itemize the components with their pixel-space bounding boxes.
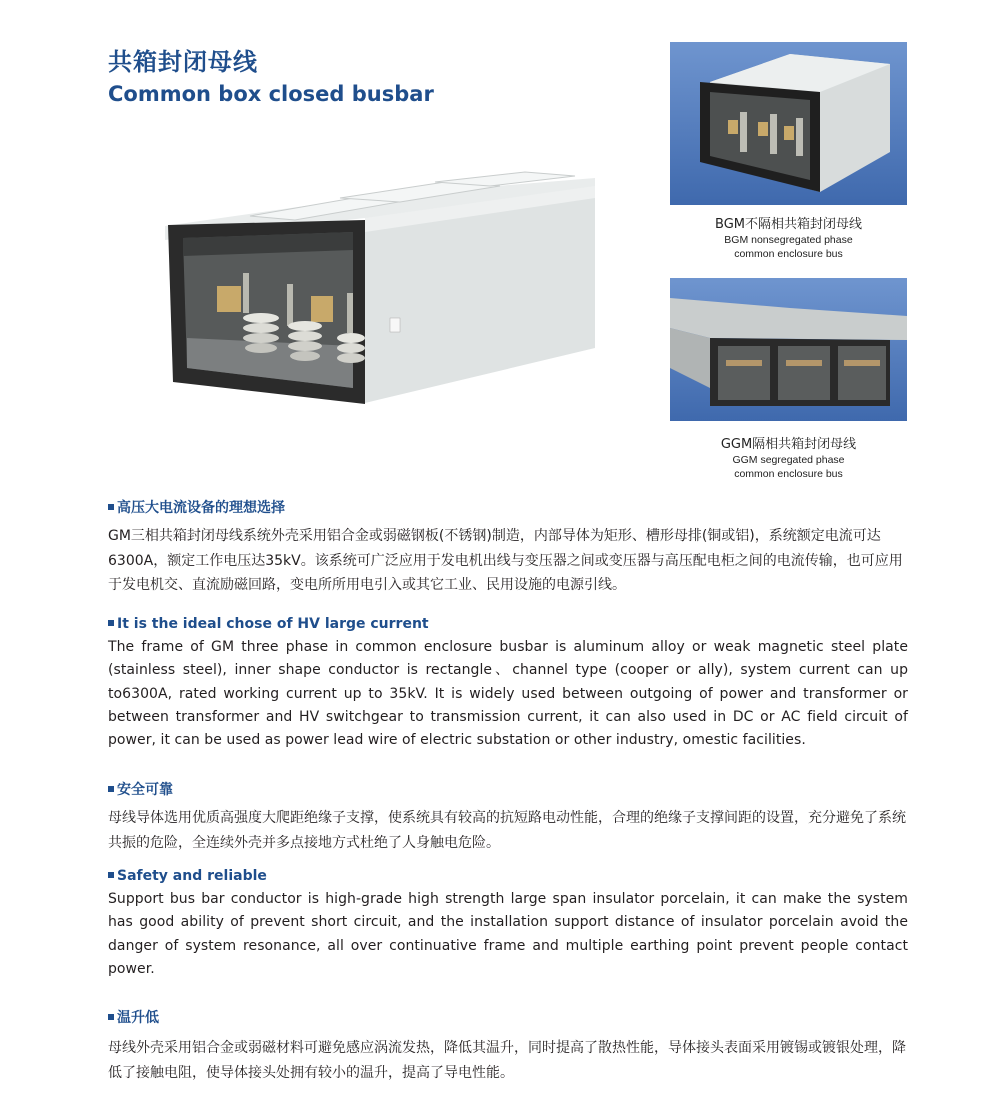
paragraph-ideal-choice-en: The frame of GM three phase in common enclosure busbar is aluminum alloy or weak magnetic steel plate (stainless steel), inner shape conductor is rectangle、channel type (cooper or ally), system current can up to6300A, rated working current up to 35kV. It is widely used between outgoing of power and transformer or between transformer and HV switchgear to transmission current, it can also used in DC or AC field circuit of power, it can be used as power lead wire of electric substation or other industry, omestic facilities. [108,639,908,749]
bullet-square-icon [108,1014,114,1020]
ggm-caption-zh: GGM隔相共箱封闭母线 [720,437,857,452]
bullet-square-icon [108,620,114,626]
bgm-caption-en-line2: common enclosure bus [734,248,843,260]
ggm-caption-en-line1: GGM segregated phase [732,454,845,466]
heading-text: 高压大电流设备的理想选择 [117,500,285,516]
paragraph-safety-zh: 母线导体选用优质高强度大爬距绝缘子支撑，使系统具有较高的抗短路电动性能，合理的绝缘子支撑间距的设置，充分避免了系统共振的危险，全连续外壳并多点接地方式杜绝了人身触电危险。 [108,810,906,851]
section-heading-low-temp-rise-zh [108,1007,159,1027]
section-heading-ideal-choice-zh [108,497,285,517]
heading-text: It is the ideal chose of HV large current [117,616,429,632]
ggm-busbar-photo [670,278,907,421]
heading-text: Safety and reliable [117,868,267,884]
section-heading-safety-en [108,868,267,884]
bgm-caption [670,216,907,261]
bullet-square-icon [108,504,114,510]
bullet-square-icon [108,786,114,792]
section-heading-safety-zh [108,779,173,799]
paragraph-low-temp-rise-zh: 母线外壳采用铝合金或弱磁材料可避免感应涡流发热，降低其温升，同时提高了散热性能，导体接头表面采用镀锡或镀银处理，降低了接触电阻，使导体接头处拥有较小的温升，提高了导电性能。 [108,1040,906,1081]
bgm-caption-zh: BGM不隔相共箱封闭母线 [715,217,862,232]
heading-text: 安全可靠 [117,782,173,798]
ggm-caption-en-line2: common enclosure bus [734,468,843,480]
paragraph-ideal-choice-zh: GM三相共箱封闭母线系统外壳采用铝合金或弱磁钢板(不锈钢)制造，内部导体为矩形、槽形母排(铜或铝)，系统额定电流可达6300A，额定工作电压达35kV。该系统可广泛应用于发电机出线与变压器之间或变压器与高压配电柜之间的电流传输，也可应用于发电机交、直流励磁回路，变电所所用电引入或其它工业、民用设施的电源引线。 [108,528,903,593]
page-title-zh: 共箱封闭母线 [108,48,258,76]
page-title-en: Common box closed busbar [108,82,434,106]
ggm-caption [670,436,907,481]
bgm-caption-en-line1: BGM nonsegregated phase [724,234,853,246]
heading-text: 温升低 [117,1010,159,1026]
section-heading-ideal-choice-en [108,616,429,632]
bullet-square-icon [108,872,114,878]
busbar-enclosure-illustration [165,168,610,418]
bgm-busbar-photo [670,42,907,205]
paragraph-safety-en: Support bus bar conductor is high-grade high strength large span insulator porcelain, it can make the system has good ability of prevent short circuit, and the installation support distance of insulator porcelain avoid the danger of system resonance, all over continuative frame and multiple earthing point prevent people contact power. [108,891,908,977]
